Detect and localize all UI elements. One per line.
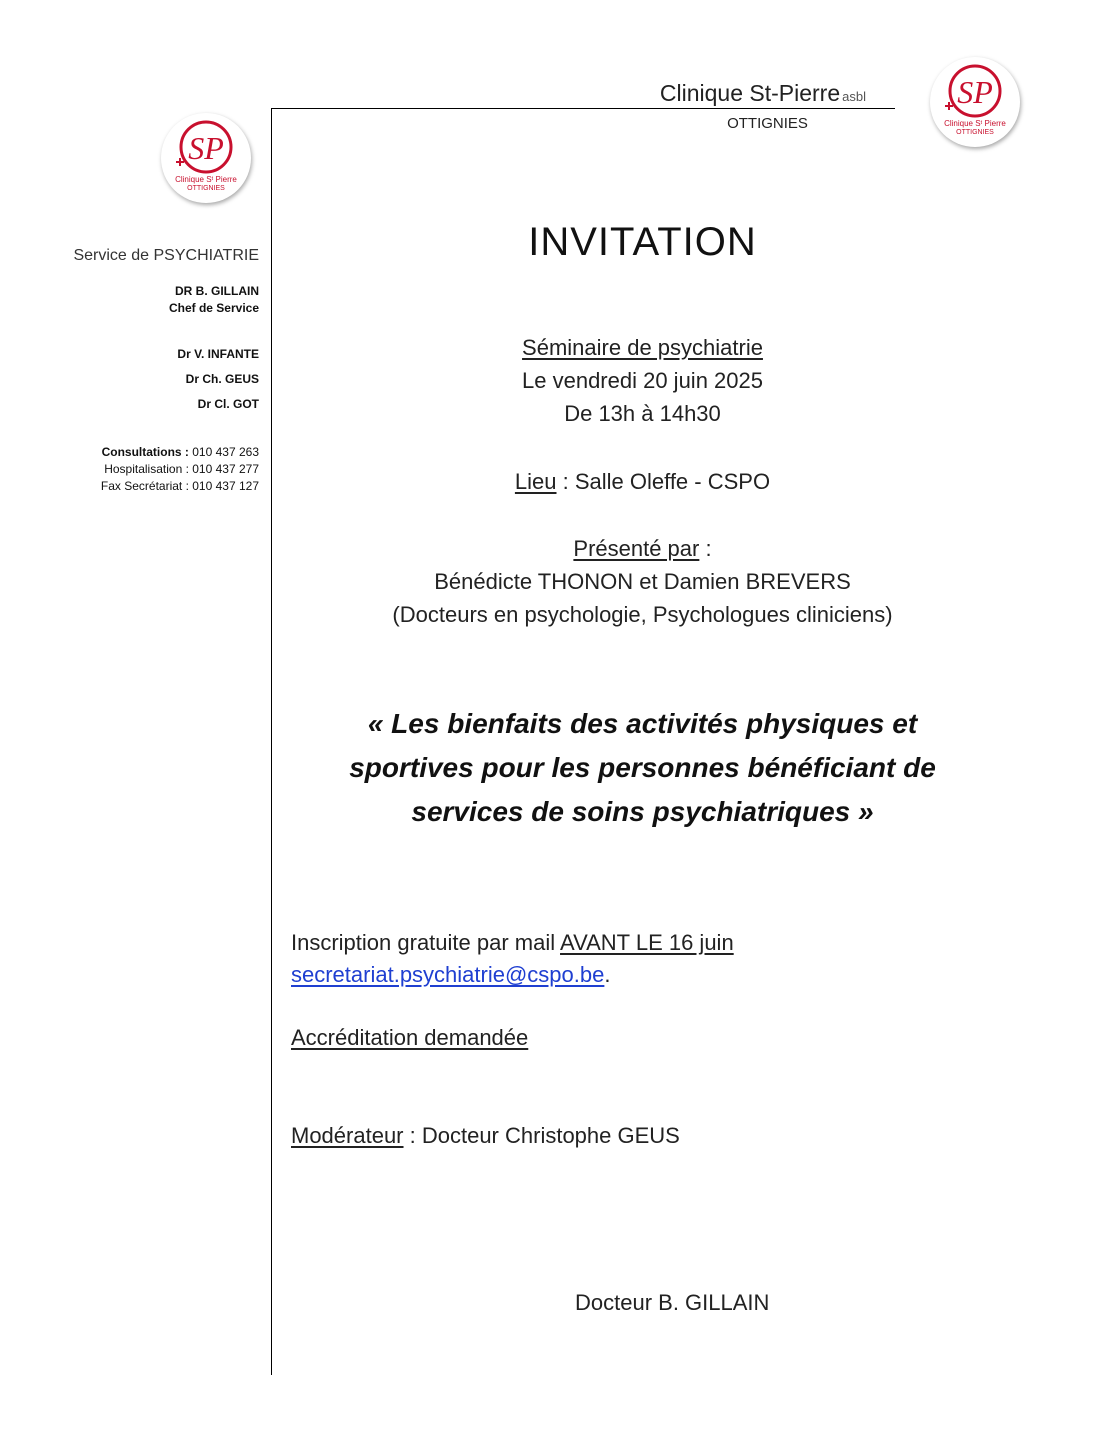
logo-text-line2: OTTIGNIES — [187, 185, 225, 192]
clinic-name-text: Clinique St-Pierre — [659, 80, 841, 106]
seminar-date: Le vendredi 20 juin 2025 — [522, 368, 763, 393]
contact-value: 010 437 263 — [188, 445, 259, 459]
page-title: INVITATION — [528, 220, 757, 264]
contact-label: Fax Secrétariat : — [100, 479, 189, 493]
chief-block — [20, 283, 259, 317]
signature: Docteur B. GILLAIN — [575, 1290, 770, 1315]
header-horizontal-rule — [271, 108, 895, 109]
location-value: : Salle Oleffe - CSPO — [556, 469, 771, 494]
clinic-logo-left — [161, 113, 251, 203]
chief-name: DR B. GILLAIN — [175, 284, 259, 298]
logo-text-line1: Clinique Sᵗ Pierre — [175, 175, 237, 184]
topic-line: « Les bienfaits des activités physiques et — [367, 708, 918, 739]
margin-vertical-rule — [271, 108, 272, 1375]
seminar-topic — [300, 702, 985, 834]
topic-line: sportives pour les personnes bénéficiant de — [349, 752, 936, 783]
logo-text-line2: OTTIGNIES — [956, 129, 994, 136]
accreditation — [291, 1022, 528, 1054]
registration-text: Inscription gratuite par mail — [291, 930, 561, 955]
moderator-label: Modérateur — [291, 1123, 404, 1148]
location — [290, 465, 995, 498]
service-name: Service de PSYCHIATRIE — [73, 247, 259, 264]
contact-value: 010 437 127 — [188, 479, 259, 493]
doctor-item: Dr Ch. GEUS — [185, 372, 259, 386]
doctor-item: Dr Cl. GOT — [197, 397, 259, 411]
contact-fax — [20, 478, 259, 495]
clinic-name-suffix: asbl — [842, 89, 866, 104]
moderator-value: : Docteur Christophe GEUS — [403, 1123, 680, 1148]
seminar-details — [290, 331, 995, 430]
topic-line: services de soins psychiatriques » — [411, 796, 874, 827]
logo-text-line1: Clinique Sᵗ Pierre — [944, 119, 1006, 128]
chief-title: Chef de Service — [168, 301, 259, 315]
email-suffix: . — [604, 962, 611, 987]
contact-label: Consultations : — [101, 445, 189, 459]
registration-block — [291, 927, 734, 991]
email-link[interactable]: secretariat.psychiatrie@cspo.be — [291, 962, 605, 987]
presenters-titles: (Docteurs en psychologie, Psychologues cliniciens) — [392, 602, 893, 627]
contact-value: 010 437 277 — [188, 462, 259, 476]
presented-suffix: : — [699, 536, 712, 561]
presented-label: Présenté par — [573, 536, 700, 561]
contacts-list — [20, 444, 259, 495]
contact-label: Hospitalisation : — [104, 462, 189, 476]
registration-deadline: AVANT LE 16 juin — [560, 930, 734, 955]
clinic-city: OTTIGNIES — [727, 115, 808, 132]
doctors-list — [20, 342, 259, 417]
doctor-item: Dr V. INFANTE — [177, 347, 259, 361]
seminar-name: Séminaire de psychiatrie — [522, 335, 763, 360]
contact-hospitalisation — [20, 461, 259, 478]
seminar-time: De 13h à 14h30 — [564, 401, 721, 426]
clinic-logo-right — [930, 57, 1020, 147]
logo-monogram: SP — [957, 74, 993, 110]
presenters-block — [290, 532, 995, 631]
accreditation-text: Accréditation demandée — [291, 1025, 529, 1050]
moderator — [291, 1120, 680, 1152]
contact-consultations — [20, 444, 259, 461]
location-label: Lieu — [514, 469, 557, 494]
presenters-names: Bénédicte THONON et Damien BREVERS — [434, 569, 851, 594]
logo-monogram: SP — [188, 130, 224, 166]
clinic-name — [660, 80, 866, 107]
